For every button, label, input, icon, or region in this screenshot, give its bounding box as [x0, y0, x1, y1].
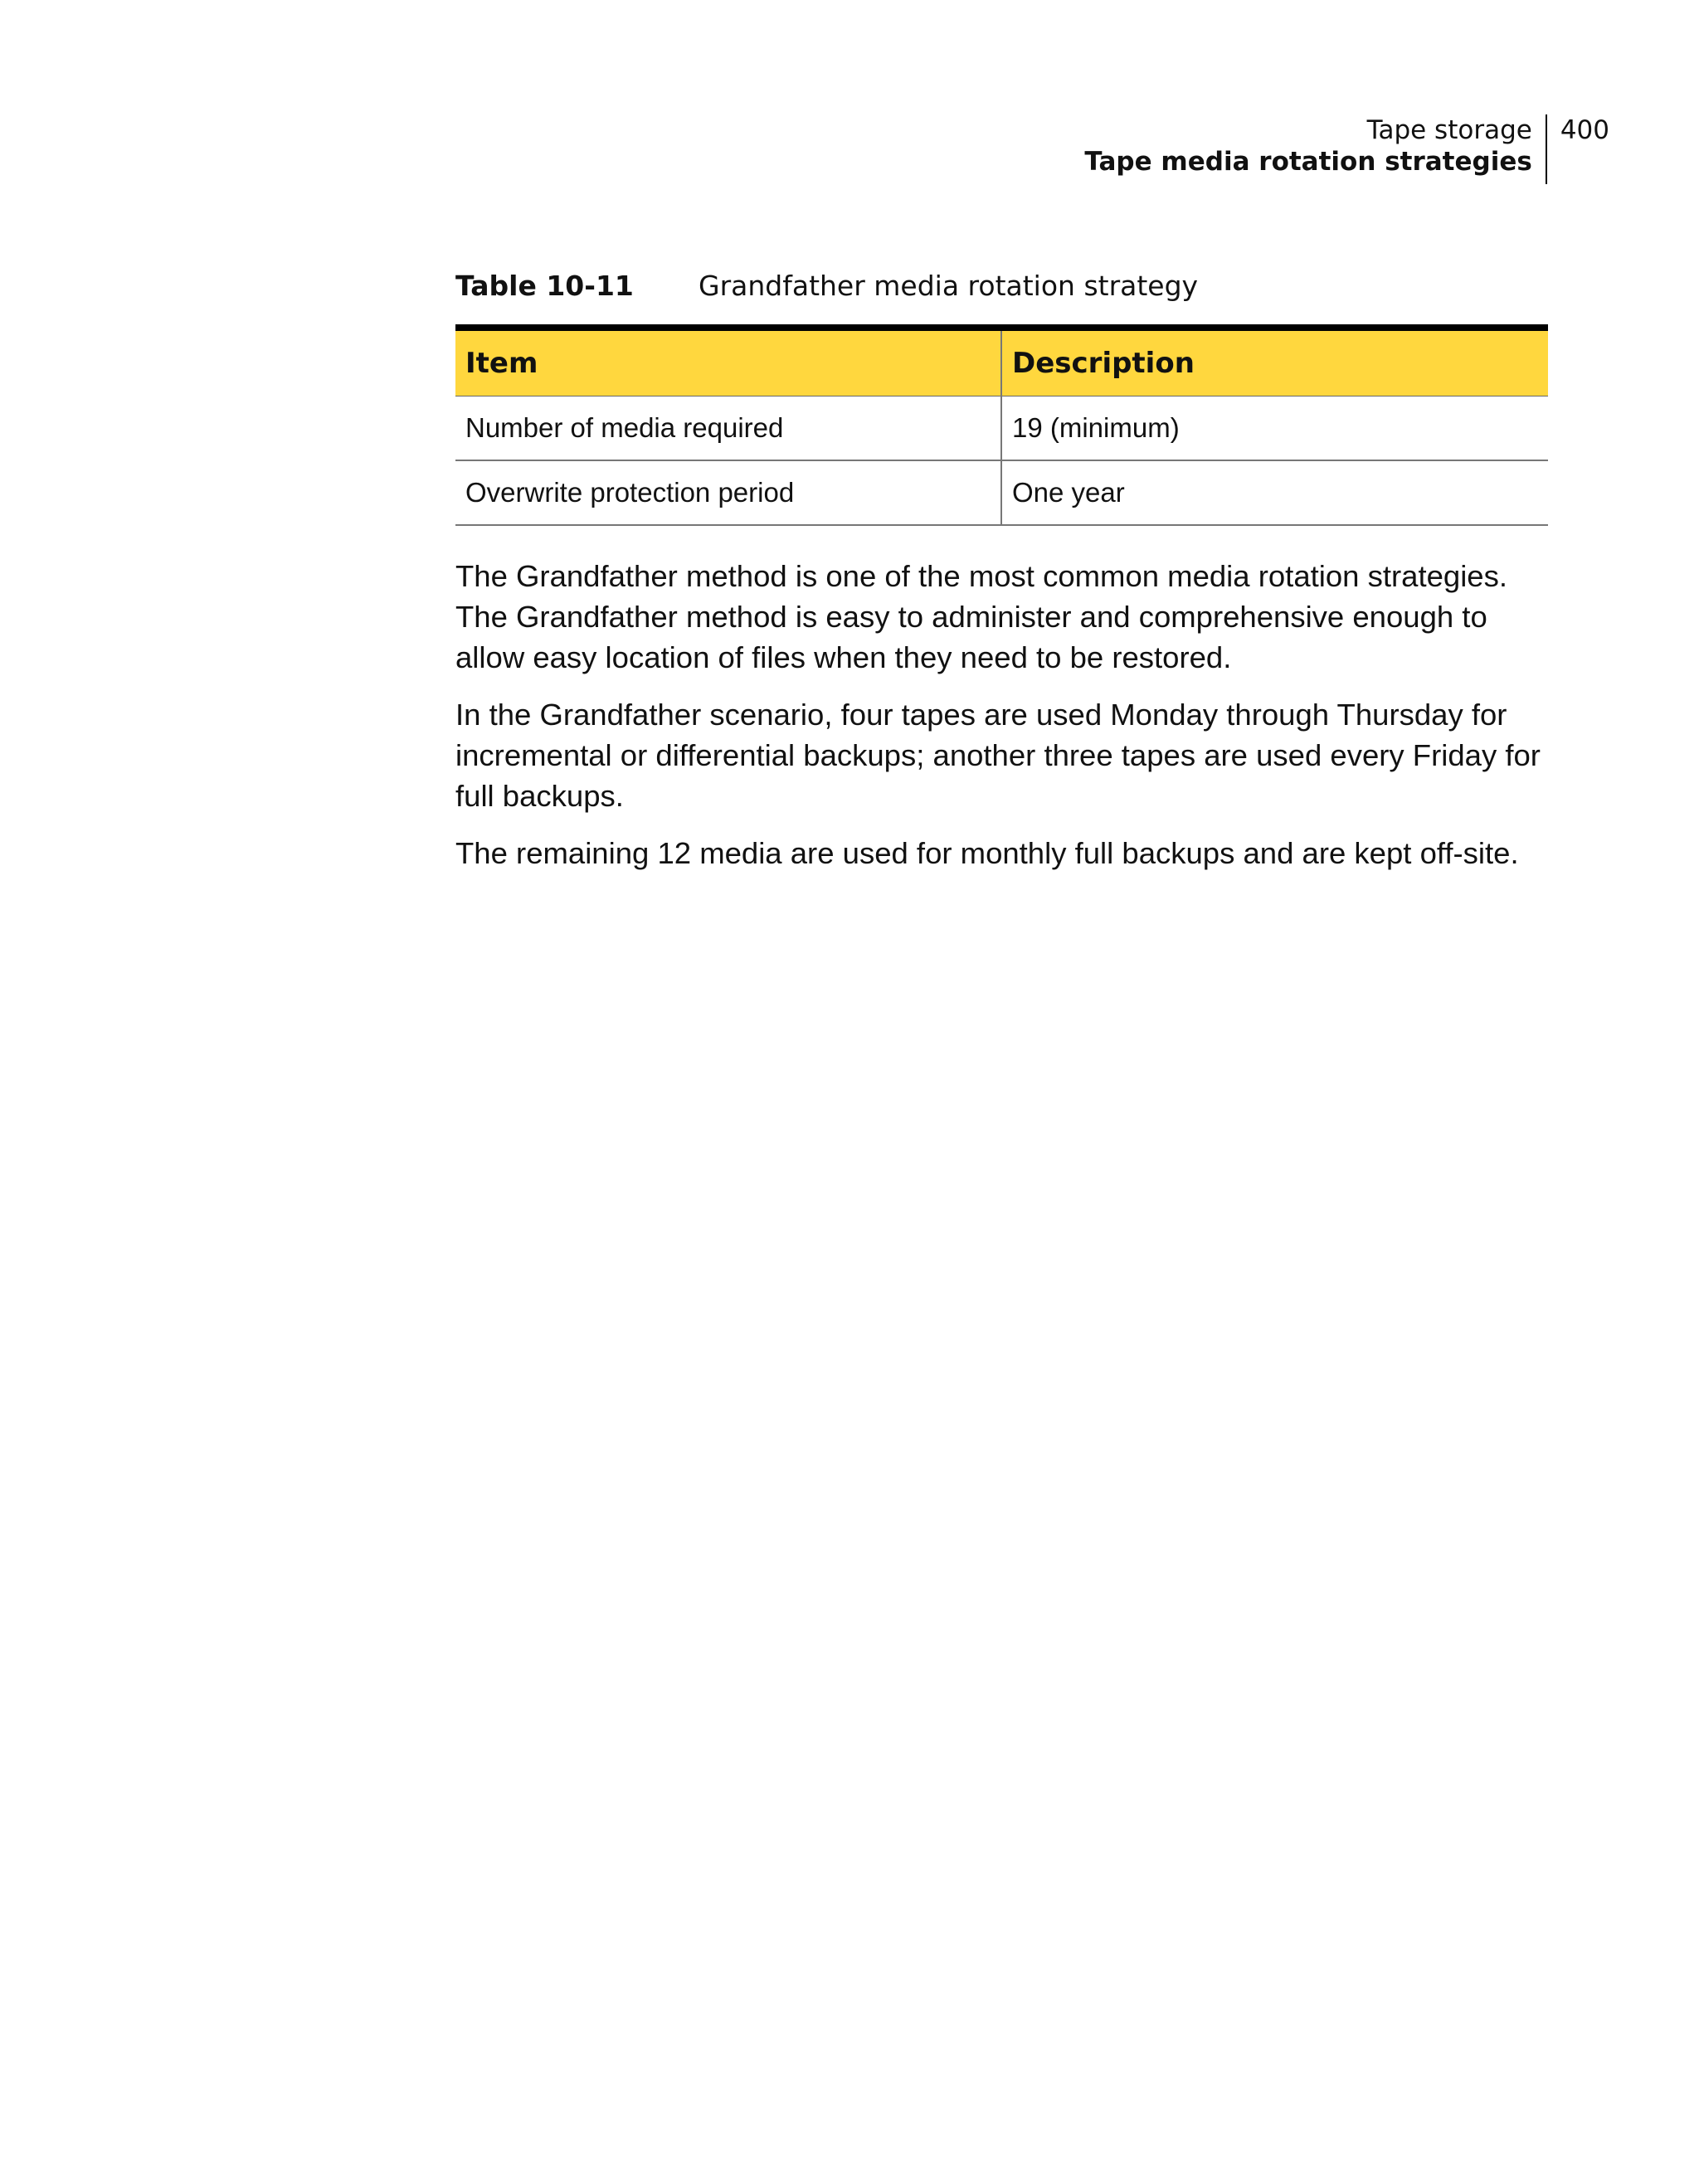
table-caption [455, 270, 1548, 313]
chapter-title: Tape storage [1366, 115, 1532, 145]
section-title: Tape media rotation strategies [1084, 147, 1532, 177]
paragraph: The remaining 12 media are used for monthly full backups and are kept off-site. [455, 836, 1519, 870]
main-content [455, 270, 1548, 890]
table-caption-label: Table 10-11 [455, 270, 634, 302]
page-number: 400 [1560, 115, 1609, 145]
paragraph: In the Grandfather scenario, four tapes are used Monday through Thursday for incremental or differential backups; another three tapes are used every Friday for full backups. [455, 698, 1541, 813]
table-row [455, 460, 1548, 525]
header-titles [1084, 114, 1546, 184]
table-cell-item: Number of media required [455, 396, 1001, 461]
table-cell-item: Overwrite protection period [455, 460, 1001, 525]
table-caption-title: Grandfather media rotation strategy [699, 270, 1199, 302]
table-cell-description: 19 (minimum) [1001, 396, 1548, 461]
table-row [455, 396, 1548, 461]
column-header-description: Description [1001, 328, 1548, 396]
body-text [455, 556, 1548, 873]
running-header [1084, 114, 1609, 184]
column-header-item: Item [455, 328, 1001, 396]
table-header-row [455, 328, 1548, 396]
table-cell-description: One year [1001, 460, 1548, 525]
rotation-strategy-table [455, 324, 1548, 526]
paragraph: The Grandfather method is one of the most common media rotation strategies. The Grandfather method is easy to administer and comprehensive enough to allow easy location of files when they need to be restored. [455, 559, 1508, 674]
